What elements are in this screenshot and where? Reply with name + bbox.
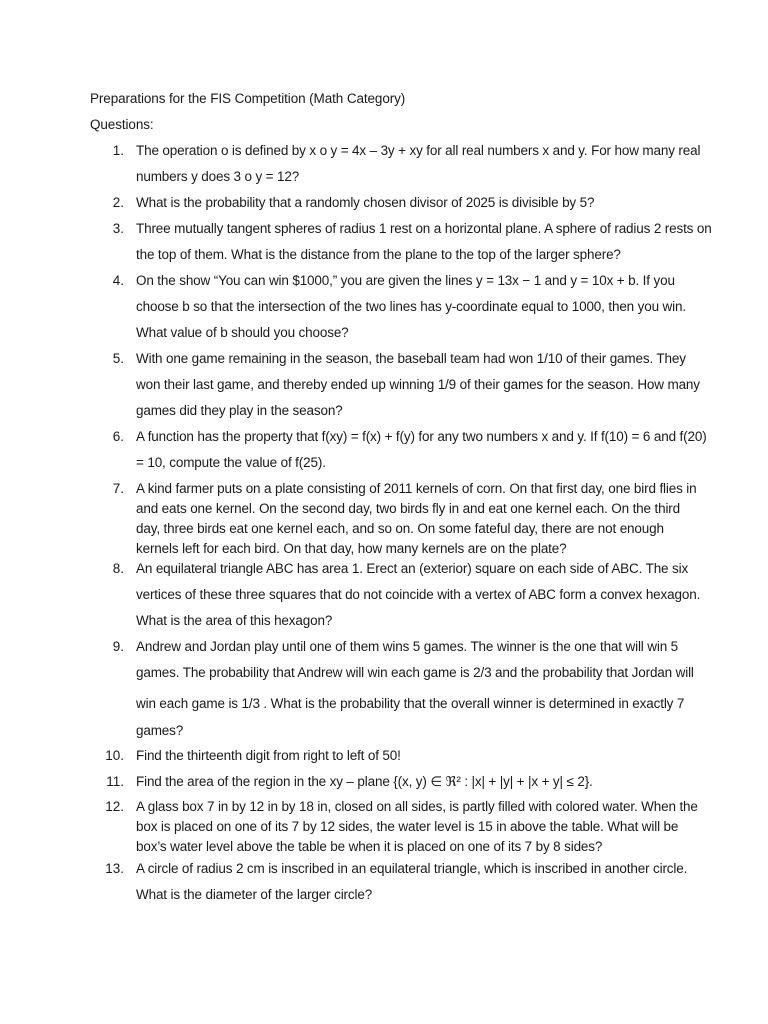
question-text-line: the top of them. What is the distance from the plane to the top of the larger sphere? <box>136 247 621 262</box>
question-text-line: box’s water level above the table be when it is placed on one of its 7 by 8 sides? <box>136 839 603 854</box>
question-text-line: What is the diameter of the larger circle? <box>136 887 373 902</box>
question-text-line: choose b so that the intersection of the two lines has y-coordinate equal to 1000, then you win. <box>136 299 686 314</box>
question-number: 9. <box>112 639 124 654</box>
question-text-line: Find the area of the region in the xy – plane {(x, y) ∈ ℜ² : |x| + |y| + |x + y| ≤ 2}. <box>136 774 593 789</box>
question-text-line: numbers y does 3 o y = 12? <box>136 169 300 184</box>
question-number: 8. <box>112 561 124 576</box>
question-text-line: What is the probability that a randomly chosen divisor of 2025 is divisible by 5? <box>136 195 595 210</box>
question-text-line: kernels left for each bird. On that day, how many kernels are on the plate? <box>136 541 567 556</box>
question-text-line: vertices of these three squares that do not coincide with a vertex of ABC form a convex hexagon. <box>136 587 701 602</box>
question-text-line: day, three birds eat one kernel each, and so on. On some fateful day, there are not enough <box>136 521 664 536</box>
question-text-line: What is the area of this hexagon? <box>136 613 333 628</box>
question-text-line: An equilateral triangle ABC has area 1. Erect an (exterior) square on each side of ABC. The six <box>136 561 689 576</box>
question-text-line: and eats one kernel. On the second day, two birds fly in and eat one kernel each. On the third <box>136 501 680 516</box>
question-text-line: games? <box>136 723 184 738</box>
question-number: 12. <box>105 799 124 814</box>
question-number: 10. <box>105 748 124 763</box>
question-number: 13. <box>105 861 124 876</box>
question-number: 3. <box>112 221 124 236</box>
question-text-line: The operation o is defined by x o y = 4x – 3y + xy for all real numbers x and y. For how many real <box>136 143 701 158</box>
question-text-line: games did they play in the season? <box>136 403 343 418</box>
question-number: 1. <box>112 143 124 158</box>
question-text-line: With one game remaining in the season, the baseball team had won 1/10 of their games. They <box>136 351 686 366</box>
question-number: 6. <box>112 429 124 444</box>
question-text-line: A kind farmer puts on a plate consisting of 2011 kernels of corn. On that first day, one bird flies in <box>136 481 697 496</box>
question-text-line: Three mutually tangent spheres of radius 1 rest on a horizontal plane. A sphere of radius 2 rests on <box>136 221 712 236</box>
question-text-line: Find the thirteenth digit from right to left of 50! <box>136 748 401 763</box>
question-text-line: A circle of radius 2 cm is inscribed in an equilateral triangle, which is inscribed in another circle. <box>136 861 688 876</box>
question-text-line: A function has the property that f(xy) = f(x) + f(y) for any two numbers x and y. If f(10) = 6 and f(20) <box>136 429 707 444</box>
question-text-line: What value of b should you choose? <box>136 325 349 340</box>
questions-heading: Questions: <box>90 117 154 132</box>
question-text-line: games. The probability that Andrew will win each game is 2/3 and the probability that Jordan will <box>136 665 694 680</box>
question-text-line: win each game is 1/3 . What is the probability that the overall winner is determined in exactly 7 <box>136 696 685 711</box>
question-text-line: A glass box 7 in by 12 in by 18 in, closed on all sides, is partly filled with colored water. When the <box>136 799 698 814</box>
question-text-line: = 10, compute the value of f(25). <box>136 455 326 470</box>
document-title: Preparations for the FIS Competition (Math Category) <box>90 91 406 106</box>
question-number: 11. <box>106 774 124 789</box>
question-text-line: Andrew and Jordan play until one of them wins 5 games. The winner is the one that will win 5 <box>136 639 679 654</box>
question-number: 4. <box>112 273 124 288</box>
question-text-line: On the show “You can win $1000,” you are given the lines y = 13x − 1 and y = 10x + b. If you <box>136 273 675 288</box>
question-number: 5. <box>112 351 124 366</box>
question-text-line: box is placed on one of its 7 by 12 sides, the water level is 15 in above the table. What will be <box>136 819 679 834</box>
question-number: 7. <box>112 481 124 496</box>
question-number: 2. <box>112 195 124 210</box>
question-text-line: won their last game, and thereby ended up winning 1/9 of their games for the season. How many <box>136 377 700 392</box>
